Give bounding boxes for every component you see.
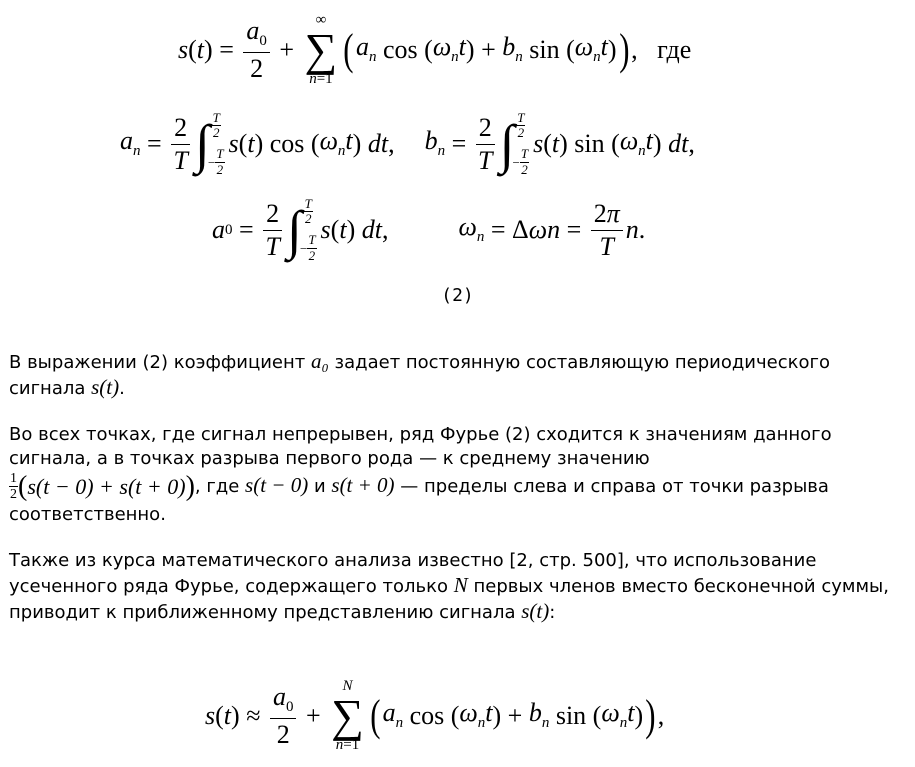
where-word: где bbox=[657, 35, 692, 64]
paragraph-1-end: . bbox=[119, 378, 125, 399]
inline-math-a0: a₀ bbox=[311, 349, 329, 373]
paragraph-truncated-series bbox=[9, 549, 909, 625]
fourier-series-formula: s ( t ) = $\frac{a_0}{2}$ + ∞ ∑ n=1 ( $a_n$ cos ( $\omega_nt$ ) + $b_n$ sin ( $\omega_nt$ ) ) , где bbox=[178, 12, 692, 87]
paragraph-convergence bbox=[9, 423, 909, 527]
inline-math-right-limit: s(t + 0) bbox=[331, 472, 395, 497]
equation-number: (2) bbox=[441, 285, 474, 306]
paragraph-2-line1: Во всех точках, где сигнал непрерывен, ряд Фурье (2) сходится к значениям данного сигнала, а в точках разрыва первого рода — к среднему значению bbox=[9, 424, 832, 469]
inline-math-N: N bbox=[453, 573, 468, 597]
paragraph-constant-component bbox=[9, 349, 909, 401]
paragraph-1-text-after: задает постоянную составляющую периодического сигнала bbox=[9, 352, 830, 399]
paragraph-2-text-end: — пределы слева и справа от точки разрыва соответственно. bbox=[9, 475, 829, 525]
paragraph-3-text1: Также из курса математического анализа известно [2, стр. 500], что использование усеченного ряда Фурье, содержащего только bbox=[9, 550, 817, 597]
paragraph-2-text-mid: , где bbox=[194, 475, 240, 497]
inline-math-average-value: 1 2 ( s ( t − 0) + s ( t + 0) ) bbox=[10, 470, 195, 503]
coefficients-an-bn-formula: $a_n$ = $\frac{2}{T}$ ∫ T 2 − T 2 s ( t ) cos ( $\omega_nt$ ) dt , $b_n$ = $\frac{2}{T}$ ∫ T 2 − T 2 s ( t ) sin ( $\omega_nt$ ) dt , bbox=[120, 110, 695, 177]
inline-math-s-t-2: s(t) bbox=[521, 599, 550, 623]
inline-math-s-t: s(t) bbox=[91, 375, 120, 399]
paragraph-3-text2: первых членов вместо бесконечной суммы, приводит к приближенному представлению сигнала bbox=[9, 576, 889, 623]
paragraph-1-text-before: В выражении (2) коэффициент bbox=[9, 352, 306, 373]
paragraph-3-end: : bbox=[549, 602, 556, 623]
truncated-fourier-formula: s ( t ) ≈ $\frac{a_0}{2}$ + N ∑ n=1 ( $a_n$ cos ( $\omega_nt$ ) + $b_n$ sin ( $\omega_nt$ ) ) , bbox=[205, 678, 665, 753]
coefficient-a0-omega-formula: a 0 = $\frac{2}{T}$ ∫ T 2 − T 2 s ( t ) dt , $\omega_n$ = Δ ωn = $\frac{2\pi}{T}$ n . bbox=[212, 196, 646, 263]
inline-math-left-limit: s(t − 0) bbox=[245, 472, 309, 497]
paragraph-2-text-and: и bbox=[313, 475, 326, 497]
